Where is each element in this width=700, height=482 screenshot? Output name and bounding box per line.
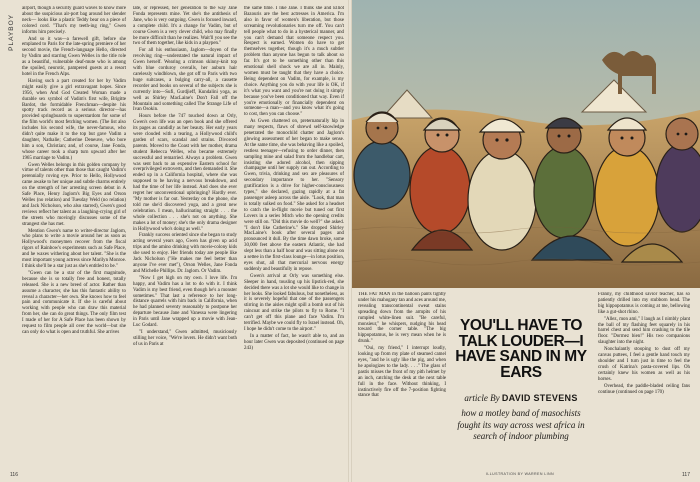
paragraph: Having such a part created for her by Vadim might easily give a girl extravagant hopes. Since 1956, when And God Created Woman made a durable sex symbol of Vadim's first wife, Brigitte Bardot, the formidable Frenchman—despite his spotty track record as a serious director—has provided springboards to superstardom for some of the film world's most fetching women. (The list also includes his second wife, the never-famous, who didn't quite make it to the top but gave Vadim a daughter, Nathalie; Catherine Deneuve, who bore him a son, Christian; and, of course, Jane Fonda, whose career took a sharp turn upward after her 1965 marriage to Vadim.) [22, 78, 126, 161]
paragraph: Gwen Welles belongs in this golden company by virtue of talents other than those that caught Vadim's perennially roving eye. Prior to Hello, Hollywood came awake to her unique and subtle charms entirely on the strength of her arresting screen debut in A Safe Place, Henry Jaglom's Big Eyes and Orson Welles (no relation) and Tuesday Weld (no relation) and Jack Nicholson, who also starred), Gwen's good reviews reflect her talent as a laughing-crying girl of the streets who movingly discusses some of the strangest she has met. [22, 162, 126, 227]
page-number-left: 116 [10, 472, 18, 478]
left-column-3 [244, 6, 344, 468]
right-column-2 [598, 292, 690, 466]
paragraph: As Gwen chattered on, preternaturally hip in many respects, flaws of shrewd self-knowledge penetrated the monochild chatter and Jaglom's glowing assessment of her began to make sense. At the same time, she was behaving like a spoiled, restless teenager—refusing to order dinner, then sampling mine and salad from the handlebar cart, insisting she adored alcohol, then sipping champagne until her supply ran out. According to Gwen, trivia, drinking and sex are pleasures of secondary importance to her. "Sensory gratification is a drive for higher-consciousness types," she declared, gazing rapidly at a fat passenger asleep across the aisle. "Look, that man is totally sulked on food." She asked for a headset to catch the in-flight movie but tuned out first Lovers in a series Mitch who the opening credits were still on. "Did this movie do well?" she asked. "I don't like Catherine's." She dropped Shirley MacLaine's book after several pages and pronounced it dull. By the time dawn broke, some 30,000 feet above the eastern Atlantic, she had slept less than a half hour and was sitting alone on a settee in the first-class lounge—in lotus position, eyes shut, all that mercurial nervous energy suddenly and beautifully in repose. [244, 119, 344, 272]
paragraph: Overhead, the paddle-bladed ceiling fans continue (continued on page 170) [598, 383, 690, 395]
paragraph: Hours before the 747 touched down at Orly, Gwen's own life was an open book and she offered its pages as candidly as her beauty. Her early years were clouded with a tearing, a Hollywood child's garden of scars, scandal and strains. Divorced parents. Moved to the Coast with her mother, drama student Rebecca Welles, who became extremely successful and remarried. Always a problem. Gwen was sent back to an expensive Eastern school for overprivileged extroverts, and then demanded it. She ended up in a California hospital, where she was supposed to be having a nervous breakdown, and had the time of her life instead. And does she ever regret her unconventional upbringing? Hardly ever. "My mother is far out. Yesterday on the phone, she told me she'd discovered yoga, and a great new celebration. I mean, hallucinating straight . . . the whole collection . . . she's not on anything. She makes a lot of money; she's the only drama designer in Hollywood who's doing as well." [133, 114, 237, 232]
byline [451, 393, 591, 403]
paragraph: "I understand," Gwen admitted, musiciously stilling her voice, "We're lovers. He didn't want both of us in Paris at [133, 329, 237, 347]
illustration [352, 0, 700, 288]
paragraph: "Allez, mon ami," I laugh as I nimbly plant the ball of my flashing feet squarely in his barrel chest and send him crashing to the tile floor. "Dormez bien!" His two companions slaughter into the night. [598, 316, 690, 346]
paragraph: "Oui, my friend," I interrupt loudly, looking up from my plate of steamed camel eyes, "and he is ugly like the pig, and when he apologizes to the lady. . . ." The glass of pastis misses the front of my pith helmet by an inch, catching the desk at the next table full in the face. Without thinking, I instinctively fire off the 7-position fighting stance that [358, 346, 446, 399]
author-name: DAVID STEVENS [501, 393, 578, 403]
paragraph: Franny, my childhood savior teacher, has so patiently drilled into my stubborn head. The big hippopotamus is coming at me, bellowing like a gut-shot rhino. [598, 292, 690, 315]
paragraph: In a matter of fact, he wasn't able to, and an hour later Gwen was deposited (continued on page 243) [244, 333, 344, 351]
paragraph: airport, though a security guard waves to know more about the suspicious air-port bag around her slender neck— looks like a plastic Teddy bear on a piece of colored cord. "That's my teeth-ing ring," Gwen informs him precisely. [22, 6, 126, 35]
paragraph: Mention Gwen's name to writer-director Jaglom, who plans to write a movie around her as soon as Hollywood's moneymen recover from the fiscal rigors of Rainbow's experiments such as Safe Place, and he waxes withering about her talent. "She is the most important young actress since Marilyn Monroe. I think she'll be a star just as she's entitled to be." [22, 228, 126, 269]
byline-prefix: article By [464, 393, 500, 403]
left-column-1 [22, 6, 126, 468]
right-column-1 [358, 292, 446, 466]
page-number-right: 117 [682, 472, 690, 478]
headline: YOU'LL HAVE TO TALK LOUDER—I HAVE SAND IN MY EARS [455, 317, 587, 381]
paragraph: Gwen's arrival at Orly was something else. Sleeper in hand, tousling up his lipstick-red, she decided there was a lot she would like to change in her looks. She looked fabulous, but nonetheless, as it is severely hopeful that one of the passengers stirring in the aisles might spill a bomb out of his raincoat and strike the pilots to fly to Rome. "I can't get off this plane and face Vadim. I'm terrified. Maybe we could fly to Israel instead. Oh, I hope he didn't come to the airport." [244, 273, 344, 332]
illustration-credit: ILLUSTRATION BY WARREN LINN [485, 472, 555, 476]
paragraph: Frankly success oriented since she began to study acting several years ago, Gwen has given up acid trips and the amino drinking with movie-colony kids she used to enjoy. Her friends today are people like Jack Nicholson ("He makes me feel better than anyone I've ever met"), Orson Welles, Jane Fonda and Michelle Phillips. Dr. Jaglom. Or Vadim. [133, 233, 237, 274]
paragraph: late, or repressed, her generation to the way Jane Fonda represents mine. Yet she's the antithesis of Jane, who is very outgoing. Gwen is focused inward, a complete child. It's a change for Vadim, but of course Gwen is a very clever child, who may finally be more difficult than he realizes. Wait'll you see the two of them together, like kids in a playpen." [133, 6, 237, 47]
desert-crowd-illustration [352, 0, 700, 288]
running-head: PLAYBOY [8, 14, 15, 51]
paragraph: And so it was—a farewell gift, before she emplaned to Paris for the late-spring premiere of her second movie, the French-language Hello, directed by Vadim and starring Gwen Welles in the title role as a beautiful, vulnerable deaf-mute who is among the spoiled, neurotic, pampered guests at a resort hotel in the French Alps. [22, 36, 126, 77]
paragraph: Nonchalantly stooping to dust off my canvas puttees, I feel a gentle hand touch my shoulder and I turn just in time to feel the crush of Katrina's pasta-covered lips. Oh certainly knew his women as well as his horses. [598, 347, 690, 382]
paragraph: "Gwen can be a star of the first magnitude, because she is so totally free and honest, totally released. She is a new breed of actor. Rather than assume a character, she has this fantastic ability to reveal a character—her own. She knows how to feel pain and communicate it. If she is careful about working with people who can draw this material from her, she can do great things. The only film test I made of her for A Safe Place has been shown by request to film people all over the world—but she can only do what is open and truthful. She arrives [22, 270, 126, 335]
left-column-2 [133, 6, 237, 468]
paragraph: For all his enthusiasm, Jaglom—doyen of the revolving ring—understated the natural impact of Gwen herself. Wearing a crimson skinny-knit top with blue corduroy overalls, her auburn hair carelessly windblown, she got off to Paris with two huge suitcases, a bulging carry-all, a cassette recorder and books on several of the subjects she is currently into—Sufi, Gurdjieff, Kundalini yoga, as well as Shirley MacLaine's Don't Fall off the Mountain and something called The Strange Life of Ivan Osokin. [133, 48, 237, 113]
paragraph: the same time. I like Jane. I think she and Elliot Bazouris are the best actresses in America. I'm also in favor of women's liberation, but those screaming revolutionaries turn me off. You can't tell people what to do in a hysterical manner, and you can't demand that someone respect you. Respect is earned. Women do have to get themselves together, though it's a much subtler problem than anyone has begun to talk about so far. It's got to be something other than this emotional shell shock we are all in. Mainly, women must be taught that they have a choice. Being dependent on Vadim, for example, is my choice. Anything you do with your life is OK, if it's what you want and you're not doing it simply because you've been conditioned that way. Even if you're emotionally or financially dependent on someone—a man—and you know what it's going to cost, then you can choose." [244, 6, 344, 118]
paragraph: "Now I get high on my own. I love life. I'm happy, and Vadim has a lot to do with it. I think Vadim is my best friend, even though he's a monster sometimes." That last a reference to her long-distance quarrels with him back in California, when he had planned seventy reasonably to postpone her departure because Jane and Vanessa were lingering in Paris until Jane wrapped up a movie with Jean-Luc Godard. [133, 275, 237, 329]
deck: how a motley band of masochists fought its way across west africa in search of indoor plumbing [457, 408, 585, 441]
paragraph: THE FAT MAN in the balloon pants tightly under his mahogany tan and aces around me, revealing transcontinental sweat stains spreading down from the armpits of his rumpled white-linen suit. "Be careful, monsieur," he whispers, nudging his head toward the corner table. "The big hippopotamus, he is very mean when he is drunk." [358, 292, 446, 345]
